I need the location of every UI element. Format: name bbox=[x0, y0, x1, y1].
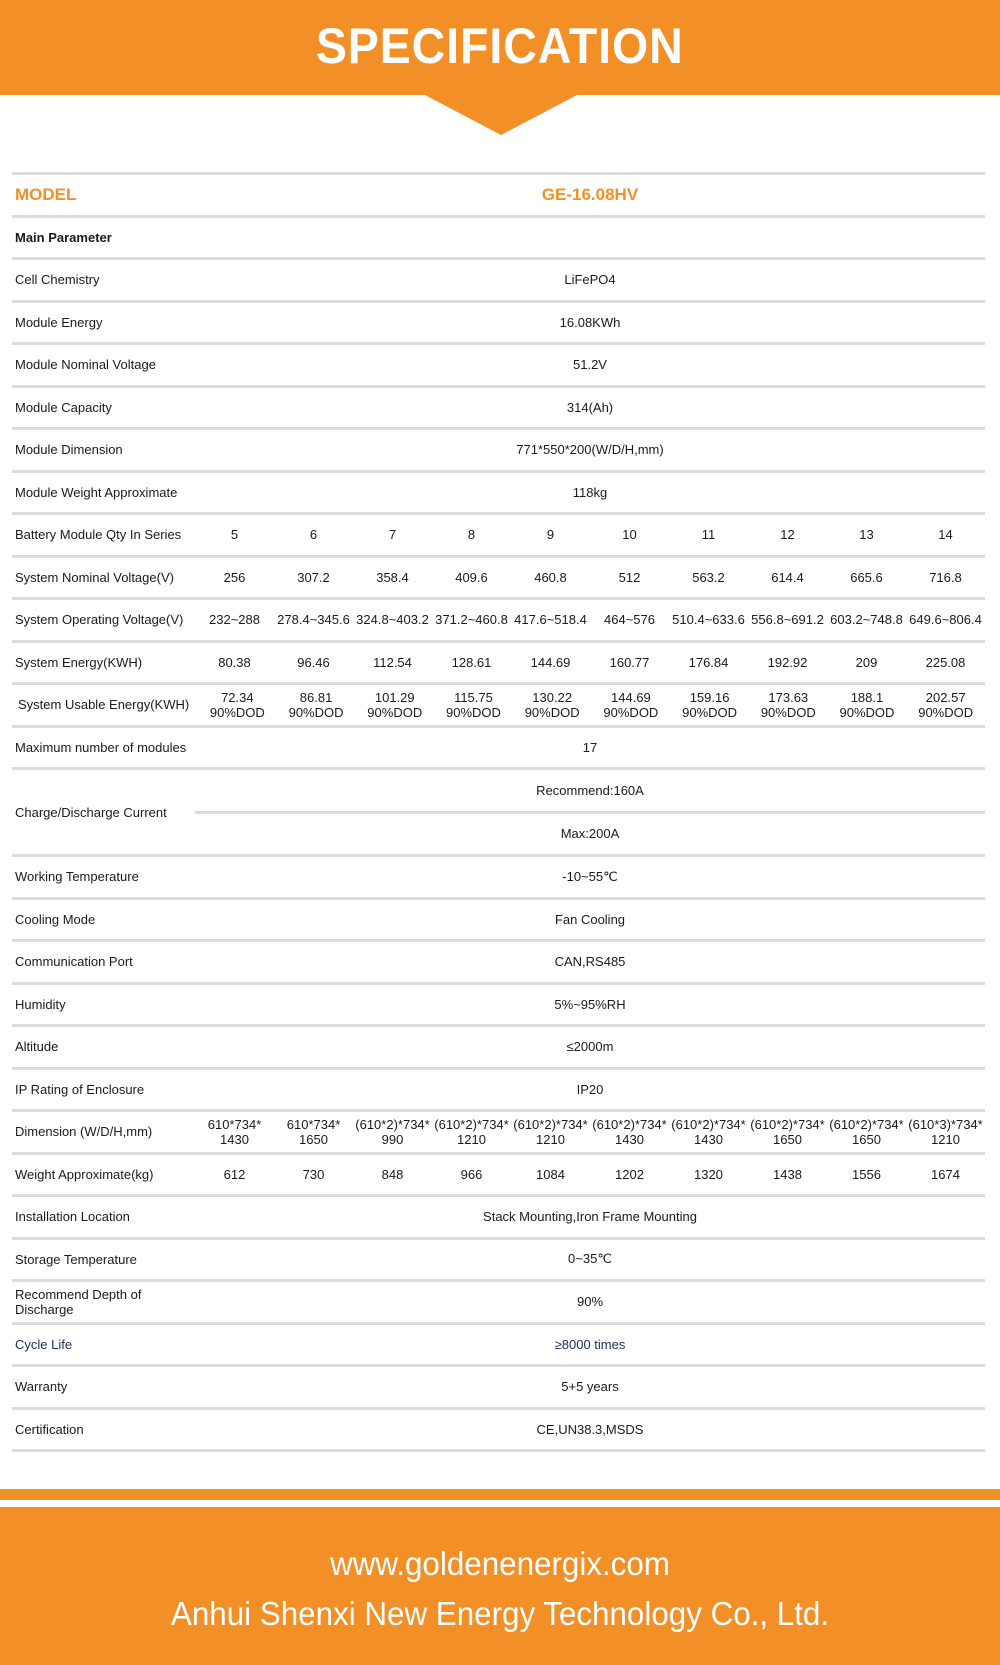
row-label: IP Rating of Enclosure bbox=[15, 1081, 145, 1097]
row-value: -10~55℃ bbox=[562, 868, 618, 884]
table-cell: 716.8 bbox=[929, 569, 962, 585]
table-cell: 556.8~691.2 bbox=[751, 612, 824, 628]
dod-suffix: 90%DOD bbox=[288, 704, 344, 720]
row-value: 17 bbox=[582, 739, 598, 755]
series-row bbox=[12, 515, 985, 558]
row-value: 5%~95%RH bbox=[554, 996, 626, 1012]
row-value: IP20 bbox=[576, 1081, 604, 1097]
row-label: Battery Module Qty In Series bbox=[15, 527, 182, 543]
company-name: Anhui Shenxi New Energy Technology Co., Ltd. bbox=[170, 1595, 830, 1632]
recommend-current: Recommend:160A bbox=[195, 770, 985, 814]
table-cell bbox=[353, 1117, 432, 1147]
table-cell: 96.46 bbox=[297, 654, 330, 670]
dimension-line2: 1210 bbox=[536, 1131, 565, 1147]
row-label: Storage Temperature bbox=[15, 1251, 137, 1267]
spec-row bbox=[12, 985, 985, 1028]
row-label: Cooling Mode bbox=[15, 911, 96, 927]
table-cell bbox=[748, 1117, 827, 1147]
table-cell: 1084 bbox=[536, 1166, 565, 1182]
table-cell: 8 bbox=[467, 527, 476, 543]
header-arrow-decoration bbox=[425, 95, 577, 135]
table-cell bbox=[513, 690, 592, 720]
row-value: ≤2000m bbox=[566, 1039, 614, 1055]
table-cell: 612 bbox=[223, 1166, 246, 1182]
model-label: MODEL bbox=[15, 185, 77, 205]
table-cell: 160.77 bbox=[609, 654, 650, 670]
row-label: Module Energy bbox=[15, 314, 103, 330]
row-label: Module Dimension bbox=[15, 442, 123, 458]
spec-table bbox=[12, 172, 985, 1452]
table-cell bbox=[195, 1117, 274, 1147]
table-cell: 176.84 bbox=[688, 654, 729, 670]
main-parameter-row bbox=[12, 218, 985, 261]
dod-suffix: 90%DOD bbox=[918, 704, 974, 720]
row-value: Stack Mounting,Iron Frame Mounting bbox=[483, 1209, 697, 1225]
row-label: Dimension (W/D/H,mm) bbox=[15, 1124, 153, 1140]
series-row bbox=[12, 643, 985, 686]
dimension-line1: 610*734* bbox=[286, 1116, 341, 1132]
section-heading: Main Parameter bbox=[15, 229, 112, 245]
table-cell bbox=[590, 1117, 669, 1147]
dod-suffix: 90%DOD bbox=[367, 704, 423, 720]
table-cell: 225.08 bbox=[925, 654, 966, 670]
energy-value: 202.57 bbox=[925, 689, 966, 705]
spec-row bbox=[12, 388, 985, 431]
row-value: 314(Ah) bbox=[566, 399, 614, 415]
table-cell: 1556 bbox=[852, 1166, 881, 1182]
table-cell: 12 bbox=[780, 527, 795, 543]
table-cell: 665.6 bbox=[850, 569, 883, 585]
table-cell: 13 bbox=[859, 527, 874, 543]
table-cell: 730 bbox=[302, 1166, 325, 1182]
table-cell: 417.6~518.4 bbox=[514, 612, 587, 628]
table-cell: 563.2 bbox=[692, 569, 725, 585]
spec-row bbox=[12, 1282, 985, 1325]
weight-row bbox=[12, 1155, 985, 1198]
max-modules-row bbox=[12, 728, 985, 771]
table-cell: 614.4 bbox=[771, 569, 804, 585]
dimension-line2: 1210 bbox=[931, 1131, 960, 1147]
table-cell bbox=[355, 690, 434, 720]
table-cell bbox=[198, 690, 277, 720]
dimension-line1: (610*2)*734* bbox=[829, 1116, 904, 1132]
energy-value: 101.29 bbox=[374, 689, 415, 705]
table-cell bbox=[670, 690, 749, 720]
row-label: Altitude bbox=[15, 1039, 59, 1055]
dod-suffix: 90%DOD bbox=[839, 704, 895, 720]
table-cell: 128.61 bbox=[451, 654, 492, 670]
dimension-line1: (610*2)*734* bbox=[355, 1116, 430, 1132]
energy-value: 188.1 bbox=[850, 689, 884, 705]
dod-suffix: 90%DOD bbox=[209, 704, 265, 720]
table-cell: 6 bbox=[309, 527, 318, 543]
dod-suffix: 90%DOD bbox=[524, 704, 580, 720]
spec-row bbox=[12, 1325, 985, 1368]
page-title: SPECIFICATION bbox=[316, 17, 684, 74]
spec-row bbox=[12, 430, 985, 473]
spec-row bbox=[12, 345, 985, 388]
table-cell: 80.38 bbox=[218, 654, 251, 670]
spec-row bbox=[12, 900, 985, 943]
dimension-line2: 1430 bbox=[615, 1131, 644, 1147]
row-label: System Nominal Voltage(V) bbox=[15, 569, 174, 585]
series-row bbox=[12, 600, 985, 643]
table-cell: 649.6~806.4 bbox=[909, 612, 982, 628]
dimension-line2: 1430 bbox=[694, 1131, 723, 1147]
table-cell bbox=[511, 1117, 590, 1147]
footer bbox=[0, 1507, 1000, 1665]
website-url: www.goldenenergix.com bbox=[330, 1545, 670, 1582]
row-value: 5+5 years bbox=[561, 1379, 619, 1395]
table-cell bbox=[277, 690, 356, 720]
dimension-line1: (610*2)*734* bbox=[592, 1116, 667, 1132]
spec-row bbox=[12, 1027, 985, 1070]
table-cell bbox=[906, 690, 985, 720]
table-cell bbox=[274, 1117, 353, 1147]
table-cell: 464~576 bbox=[604, 612, 655, 628]
table-cell bbox=[906, 1117, 985, 1147]
table-cell: 358.4 bbox=[376, 569, 409, 585]
row-label: Installation Location bbox=[15, 1209, 130, 1225]
table-cell: 9 bbox=[546, 527, 555, 543]
table-cell: 232~288 bbox=[209, 612, 260, 628]
specification-header bbox=[0, 0, 1000, 95]
model-row bbox=[12, 172, 985, 218]
table-cell bbox=[434, 690, 513, 720]
row-value: 16.08KWh bbox=[559, 314, 621, 330]
row-label: Maximum number of modules bbox=[15, 739, 187, 755]
table-cell: 209 bbox=[855, 654, 878, 670]
footer-stripe bbox=[0, 1489, 1000, 1500]
spec-row bbox=[12, 1070, 985, 1113]
dimension-line2: 1650 bbox=[852, 1131, 881, 1147]
table-cell bbox=[749, 690, 828, 720]
energy-value: 115.75 bbox=[454, 689, 493, 705]
row-value: CAN,RS485 bbox=[554, 954, 626, 970]
spec-row bbox=[12, 473, 985, 516]
table-cell: 14 bbox=[938, 527, 953, 543]
spec-row bbox=[12, 857, 985, 900]
dimension-line1: (610*3)*734* bbox=[908, 1116, 983, 1132]
dimension-row bbox=[12, 1112, 985, 1155]
dod-suffix: 90%DOD bbox=[760, 704, 816, 720]
table-cell: 256 bbox=[223, 569, 246, 585]
energy-value: 173.63 bbox=[768, 689, 809, 705]
dod-suffix: 90%DOD bbox=[603, 704, 659, 720]
row-value: 0~35℃ bbox=[568, 1251, 612, 1267]
row-label: Warranty bbox=[15, 1379, 68, 1395]
table-cell bbox=[827, 1117, 906, 1147]
max-current: Max:200A bbox=[560, 826, 620, 842]
dod-suffix: 90%DOD bbox=[446, 704, 501, 720]
table-cell: 144.69 bbox=[530, 654, 571, 670]
table-cell: 848 bbox=[381, 1166, 404, 1182]
dimension-line2: 1650 bbox=[299, 1131, 328, 1147]
energy-value: 72.34 bbox=[221, 689, 254, 705]
table-cell: 966 bbox=[460, 1166, 483, 1182]
table-cell: 192.92 bbox=[767, 654, 808, 670]
table-cell: 1438 bbox=[773, 1166, 802, 1182]
table-cell: 7 bbox=[388, 527, 397, 543]
table-cell: 460.8 bbox=[534, 569, 567, 585]
dimension-line2: 1650 bbox=[773, 1131, 802, 1147]
row-value: Fan Cooling bbox=[554, 911, 626, 927]
dimension-line1: (610*2)*734* bbox=[434, 1116, 509, 1132]
table-cell: 5 bbox=[230, 527, 239, 543]
row-label: Recommend Depth of Discharge bbox=[15, 1286, 142, 1317]
table-cell: 10 bbox=[622, 527, 637, 543]
spec-row bbox=[12, 303, 985, 346]
spec-row bbox=[12, 260, 985, 303]
row-label: Module Nominal Voltage bbox=[15, 357, 156, 373]
energy-value: 159.16 bbox=[689, 689, 730, 705]
dimension-line1: (610*2)*734* bbox=[750, 1116, 825, 1132]
row-label: System Usable Energy(KWH) bbox=[18, 697, 190, 713]
row-label: Cycle Life bbox=[15, 1336, 73, 1352]
table-cell: 603.2~748.8 bbox=[830, 612, 903, 628]
dimension-line1: (610*2)*734* bbox=[671, 1116, 746, 1132]
dimension-line1: (610*2)*734* bbox=[513, 1116, 588, 1132]
table-cell: 307.2 bbox=[297, 569, 330, 585]
row-value: LiFePO4 bbox=[564, 272, 616, 288]
row-value: 90% bbox=[576, 1294, 604, 1310]
spec-row bbox=[12, 1240, 985, 1283]
table-cell bbox=[432, 1117, 511, 1147]
charge-discharge-current-row bbox=[12, 770, 985, 857]
row-label: Weight Approximate(kg) bbox=[15, 1166, 154, 1182]
row-value: 118kg bbox=[572, 484, 608, 500]
spec-row bbox=[12, 1410, 985, 1453]
spec-row bbox=[12, 1197, 985, 1240]
dod-suffix: 90%DOD bbox=[682, 704, 738, 720]
row-label: Charge/Discharge Current bbox=[15, 804, 167, 820]
spec-row bbox=[12, 1367, 985, 1410]
dimension-line2: 990 bbox=[381, 1131, 404, 1147]
table-cell: 409.6 bbox=[455, 569, 488, 585]
spec-row bbox=[12, 942, 985, 985]
row-label: Working Temperature bbox=[15, 869, 139, 885]
row-label: Communication Port bbox=[15, 954, 133, 970]
energy-value: 86.81 bbox=[299, 689, 333, 705]
energy-value: 144.69 bbox=[610, 689, 651, 705]
table-cell: 11 bbox=[701, 527, 716, 543]
dimension-line1: 610*734* bbox=[207, 1116, 262, 1132]
dimension-line2: 1430 bbox=[220, 1131, 249, 1147]
table-cell: 278.4~345.6 bbox=[277, 612, 350, 628]
row-label: System Energy(KWH) bbox=[15, 654, 143, 670]
row-value: 771*550*200(W/D/H,mm) bbox=[516, 442, 664, 458]
model-value: GE-16.08HV bbox=[541, 184, 639, 204]
table-cell: 324.8~403.2 bbox=[356, 612, 429, 628]
energy-value: 130.22 bbox=[532, 689, 573, 705]
table-cell: 512 bbox=[618, 569, 641, 585]
row-label: Certification bbox=[15, 1421, 84, 1437]
table-cell bbox=[592, 690, 671, 720]
dimension-line2: 1210 bbox=[457, 1131, 486, 1147]
table-cell bbox=[828, 690, 907, 720]
table-cell: 1202 bbox=[615, 1166, 644, 1182]
row-value: ≥8000 times bbox=[554, 1336, 626, 1352]
row-label: Humidity bbox=[15, 996, 66, 1012]
table-cell: 510.4~633.6 bbox=[672, 612, 745, 628]
row-label: Cell Chemistry bbox=[15, 272, 100, 288]
usable-energy-row bbox=[12, 685, 985, 728]
table-cell: 371.2~460.8 bbox=[435, 612, 508, 628]
table-cell: 1320 bbox=[694, 1166, 723, 1182]
table-cell: 1674 bbox=[931, 1166, 960, 1182]
row-label: Module Capacity bbox=[15, 399, 112, 415]
series-row bbox=[12, 558, 985, 601]
table-cell bbox=[669, 1117, 748, 1147]
row-value: 51.2V bbox=[573, 357, 607, 373]
row-value: CE,UN38.3,MSDS bbox=[536, 1421, 644, 1437]
table-cell: 112.54 bbox=[373, 654, 412, 670]
row-label: Module Weight Approximate bbox=[15, 484, 178, 500]
row-label: System Operating Voltage(V) bbox=[15, 612, 184, 628]
